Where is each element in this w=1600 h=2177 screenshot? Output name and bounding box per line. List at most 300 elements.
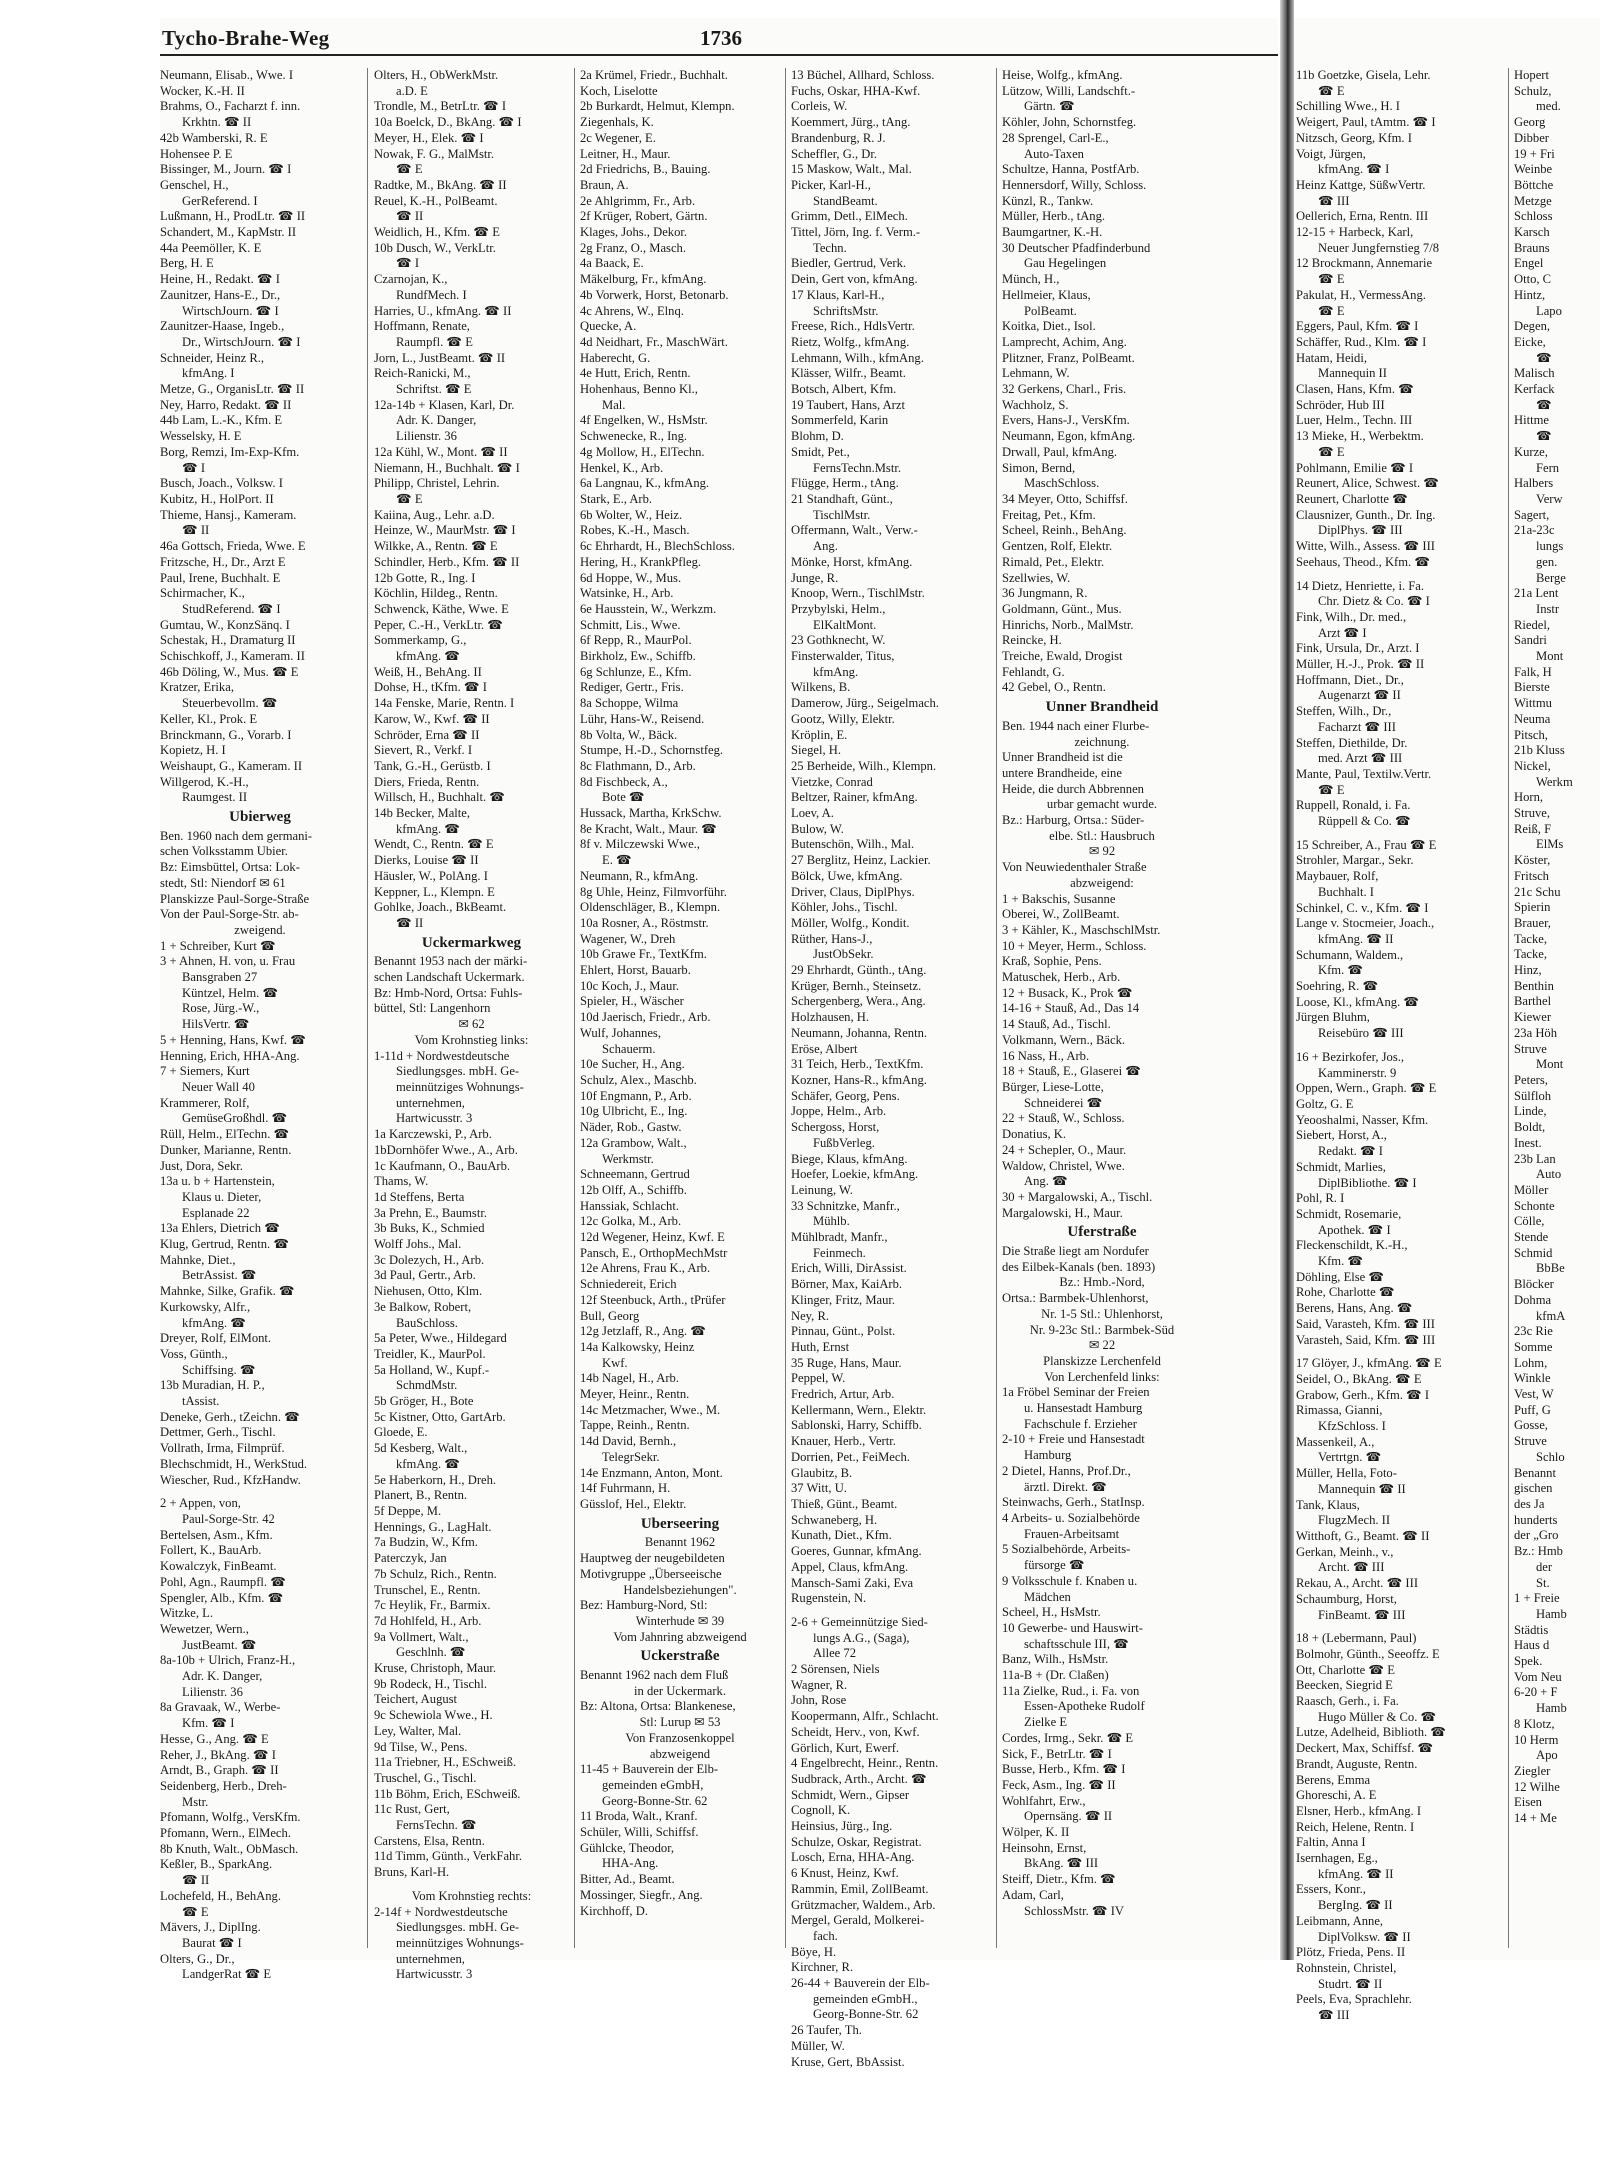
directory-page-left [160,18,1278,2069]
street-heading: Uckerstraße [640,1648,720,1665]
street-heading: Uberseering [640,1515,720,1532]
directory-entry: Kruse, Christoph, Maur. [374,1661,497,1676]
directory-entry: Plötz, Frieda, Pens. II [1296,1945,1406,1960]
directory-entry: Keller, Kl., Prok. E [160,711,258,726]
directory-entry: Junge, R. [791,570,839,585]
directory-entry: Grabow, Gerh., Kfm. ☎ I [1296,1387,1430,1402]
directory-entry: 12 Wilhe [1514,1779,1560,1794]
directory-entry: Dein, Gert von, kfmAng. [791,272,918,287]
directory-entry: 19 Taubert, Hans, Arzt [791,397,905,412]
directory-entry: Archt. ☎ III [1318,1560,1385,1575]
directory-entry: Bez: Hamburg-Nord, Stl: [580,1598,708,1613]
directory-entry: Carstens, Elsa, Rentn. [374,1833,485,1848]
directory-entry: Bolmohr, Günth., Seeoffz. E [1296,1646,1440,1661]
directory-entry: Berens, Emma [1296,1772,1371,1787]
directory-entry: Maybauer, Rolf, [1296,869,1379,884]
directory-entry: Baumgartner, K.-H. [1002,225,1103,240]
directory-entry: Halbers [1514,476,1554,491]
directory-entry: Hinz, [1514,963,1542,978]
directory-entry: Cognoll, K. [791,1803,851,1818]
directory-entry: 30 Deutscher Pfadfinderbund [1002,240,1151,255]
directory-entry: Wittmu [1514,696,1552,711]
directory-column-4 [791,68,991,2069]
directory-entry: Flügge, Herm., tAng. [791,476,899,491]
directory-entry: Pohlmann, Emilie ☎ I [1296,460,1414,475]
directory-entry: Finsterwalder, Titus, [791,649,895,664]
directory-entry: abzweigend: [1070,875,1134,890]
directory-entry: Schischkoff, J., Kameram. II [160,649,305,664]
directory-entry: 12e Ahrens, Frau K., Arb. [580,1261,711,1276]
directory-entry: 14b Becker, Malte, [374,806,471,821]
directory-entry: Raasch, Gerh., i. Fa. [1296,1694,1399,1709]
directory-entry: Auto [1536,1167,1562,1182]
directory-entry: 9c Schewiola Wwe., H. [374,1708,493,1723]
directory-entry: RundfMech. I [396,287,467,302]
directory-entry: Rietz, Wolfg., kfmAng. [791,334,910,349]
directory-entry: Pansch, E., OrthopMechMstr [580,1245,728,1260]
directory-entry: Struve [1514,1434,1547,1449]
directory-entry: ☎ E [396,491,423,506]
directory-entry: Hamburg [1024,1448,1072,1463]
directory-entry: Tank, G.-H., Gerüstb. I [374,758,491,773]
directory-entry: 10 Gewerbe- und Hauswirt- [1002,1620,1143,1635]
directory-entry: Gärtn. ☎ [1024,99,1075,114]
directory-entry: Oellerich, Erna, Rentn. III [1296,209,1429,224]
directory-entry: Ben. 1944 nach einer Flurbe- [1002,718,1150,733]
directory-entry: Geschlnh. ☎ [396,1645,466,1660]
directory-entry: ElKaltMont. [813,617,877,632]
directory-entry: BbBe [1536,1261,1565,1276]
directory-entry: Reuel, K.-H., PolBeamt. [374,193,498,208]
directory-entry: Möller [1514,1182,1549,1197]
directory-entry: Sülfloh [1514,1088,1552,1103]
directory-entry: Winterhude ✉ 39 [635,1613,725,1628]
directory-entry: Werkmstr. [602,1151,654,1166]
directory-entry: 44a Peemöller, K. E [160,240,262,255]
directory-entry: Mäkelburg, Fr., kfmAng. [580,272,707,287]
directory-entry: Evers, Hans-J., VersKfm. [1002,413,1130,428]
directory-entry: in der Uckermark. [634,1683,726,1698]
directory-entry: elbe. Stl.: Hausbruch [1049,828,1155,843]
directory-entry: 28 Sprengel, Carl-E., [1002,130,1109,145]
directory-entry: Harries, U., kfmAng. ☎ II [374,303,512,318]
directory-entry: Olters, G., Dr., [160,1951,235,1966]
directory-entry: Ott, Charlotte ☎ E [1296,1662,1395,1677]
directory-entry: FinBeamt. ☎ III [1318,1607,1406,1622]
directory-entry: Mante, Paul, Textilw.Vertr. [1296,766,1432,781]
directory-entry: 3a Prehn, E., Baumstr. [374,1205,487,1220]
directory-entry: Facharzt ☎ III [1318,719,1396,734]
directory-entry: Ruppell, Ronald, i. Fa. [1296,798,1411,813]
directory-entry: Reisebüro ☎ III [1318,1026,1404,1041]
directory-entry: Schniedereit, Erich [580,1277,677,1292]
directory-entry: HHA-Ang. [602,1856,659,1871]
directory-entry: Gentzen, Rolf, Elektr. [1002,539,1113,554]
directory-entry: Fink, Ursula, Dr., Arzt. I [1296,641,1420,656]
directory-entry: Schulze, Oskar, Registrat. [791,1834,922,1849]
directory-entry: 4c Ahrens, W., Elnq. [580,303,684,318]
directory-entry: Jorn, L., JustBeamt. ☎ II [374,350,506,365]
directory-entry: Leitner, H., Maur. [580,146,671,161]
directory-entry: Raumgest. II [182,790,248,805]
directory-entry: Bierste [1514,680,1550,695]
directory-entry: ☎ E [1318,782,1345,797]
directory-entry: Pfomann, Wern., ElMech. [160,1826,291,1841]
directory-entry: 2-10 + Freie und Hansestadt [1002,1432,1145,1447]
directory-entry: Kfm. ☎ [1318,963,1364,978]
directory-entry: Diers, Frieda, Rentn. [374,774,480,789]
directory-entry: 6a Langnau, K., kfmAng. [580,476,710,491]
directory-entry: Meyer, Heinr., Rentn. [580,1387,690,1402]
directory-entry: Nickel, [1514,758,1551,773]
directory-entry: Kopietz, H. I [160,743,226,758]
directory-entry: StandBeamt. [813,193,878,208]
directory-entry: SchmdMstr. [396,1378,458,1393]
directory-entry: unternehmen, [396,1951,465,1966]
directory-entry: 14e Enzmann, Anton, Mont. [580,1465,723,1480]
directory-entry: 13a u. b + Hartenstein, [160,1174,275,1189]
directory-entry: Wulf, Johannes, [580,1025,661,1040]
directory-entry: Degen, [1514,319,1551,334]
directory-entry: hunderts [1514,1512,1558,1527]
directory-entry: 10a Rosner, A., Röstmstr. [580,915,709,930]
directory-entry: 10g Ulbricht, E., Ing. [580,1104,688,1119]
directory-entry: St. [1536,1575,1550,1590]
street-heading: Ubierweg [229,809,291,826]
street-heading: Unner Brandheid [1045,699,1159,716]
directory-entry: Ang. ☎ [1024,1174,1068,1189]
directory-entry: Gerkan, Meinh., v., [1296,1544,1394,1559]
directory-entry: Siebert, Horst, A., [1296,1128,1387,1143]
directory-entry: Spengler, Alb., Kfm. ☎ [160,1590,284,1605]
directory-entry: Schandert, M., KapMstr. II [160,225,297,240]
directory-entry: Brauer, [1514,915,1551,930]
directory-entry: Paterczyk, Jan [374,1551,447,1566]
directory-entry: Müller, Hella, Foto- [1296,1466,1397,1481]
directory-entry: John, Rose [791,1693,847,1708]
directory-entry: Sommerkamp, G., [374,633,467,648]
directory-entry: gischen [1514,1481,1553,1496]
directory-entry: Schneider, Heinz R., [160,350,265,365]
directory-entry: Unner Brandheid ist die [1002,750,1123,765]
directory-entry: Elsner, Herb., kfmAng. I [1296,1803,1422,1818]
directory-entry: Küntzel, Helm. ☎ [182,985,279,1000]
directory-entry: Linde, [1514,1104,1547,1119]
directory-entry: 23c Rie [1514,1324,1553,1339]
directory-entry: Dorrien, Pet., FeiMech. [791,1449,910,1464]
directory-entry: 8c Flathmann, D., Arb. [580,758,696,773]
directory-entry: 10f Engmann, P., Arb. [580,1088,692,1103]
directory-entry: 11a-B + (Dr. Claßen) [1002,1668,1109,1683]
directory-entry: 2d Friedrichs, B., Bauing. [580,162,711,177]
directory-entry: Peper, C.-H., VerkLtr. ☎ [374,617,503,632]
directory-entry: Pinnau, Günt., Polst. [791,1324,896,1339]
directory-entry: Chr. Dietz & Co. ☎ I [1318,594,1430,609]
directory-entry: 14c Metzmacher, Wwe., M. [580,1402,721,1417]
directory-entry: 19 + Fri [1514,146,1555,161]
column-divider [367,68,368,1948]
directory-entry: Schauerm. [602,1041,656,1056]
directory-entry: Koopermann, Alfr., Schlacht. [791,1709,939,1724]
directory-entry: Adr. K. Danger, [182,1669,263,1684]
directory-entry: Erich, Willi, DirAssist. [791,1261,907,1276]
directory-entry: Georg [1514,115,1546,130]
directory-entry: Pohl, Agn., Raumpfl. ☎ [160,1574,286,1589]
directory-entry: Schlo [1536,1449,1565,1464]
directory-entry: 1c Kaufmann, O., BauArb. [374,1158,511,1173]
directory-entry: Deneke, Gerh., tZeichn. ☎ [160,1409,300,1424]
directory-entry: Watsinke, H., Arb. [580,586,674,601]
directory-entry: Deckert, Max, Schiffsf. ☎ [1296,1741,1434,1756]
directory-entry: Wohlfahrt, Erw., [1002,1793,1086,1808]
directory-entry: Neuer Wall 40 [182,1080,255,1094]
directory-entry: Falk, H [1514,664,1552,679]
directory-entry: Mergel, Gerald, Molkerei- [791,1913,925,1928]
directory-entry: Wölper, K. II [1002,1825,1070,1840]
directory-entry: Biege, Klaus, kfmAng. [791,1151,908,1166]
directory-entry: 36 Jungmann, R. [1002,586,1088,601]
directory-entry: Schäfer, Georg, Pens. [791,1088,900,1103]
directory-entry: Corleis, W. [791,99,848,114]
directory-entry: Hoffmann, Renate, [374,319,470,334]
directory-entry: Metzge [1514,193,1552,208]
directory-entry: Schmidt, Marlies, [1296,1159,1386,1174]
directory-entry: Mont [1536,1057,1564,1072]
directory-entry: Grimm, Detl., ElMech. [791,209,908,224]
directory-entry: Lehmann, Wilh., kfmAng. [791,350,924,365]
directory-entry: Kozner, Hans-R., kfmAng. [791,1073,927,1087]
directory-entry: fürsorge ☎ [1024,1558,1085,1573]
directory-entry: 12 Brockmann, Annemarie [1296,256,1433,271]
directory-entry: 14-16 + Stauß, Ad., Das 14 [1002,1001,1140,1016]
directory-page-right [1294,18,1600,2023]
directory-entry: 4 Engelbrecht, Heinr., Rentn. [791,1756,939,1771]
directory-entry: Dettmer, Gerh., Tischl. [160,1425,276,1440]
directory-entry: Koitka, Diet., Isol. [1002,319,1096,334]
directory-entry: Loev, A. [791,806,834,821]
directory-entry: 14 Dietz, Henriette, i. Fa. [1296,578,1424,593]
directory-entry: 23b Lan [1514,1151,1556,1166]
directory-entry: ✉ 92 [1088,844,1116,859]
directory-entry: kfmAng. ☎ [396,1456,460,1471]
directory-entry: Bote ☎ [602,790,645,805]
directory-entry: lungs A.G., (Saga), [813,1630,910,1645]
directory-entry: Schüler, Willi, Schiffsf. [580,1825,699,1840]
directory-entry: HilsVertr. ☎ [182,1017,250,1032]
directory-entry: Hittme [1514,413,1549,428]
directory-entry: Sagert, [1514,507,1550,522]
directory-entry: Klässer, Wilfr., Beamt. [791,366,906,381]
directory-entry: Verw [1536,491,1563,506]
directory-entry: 18 + Stauß, E., Glaserei ☎ [1002,1064,1141,1079]
directory-entry: Zaunitzer, Hans-E., Dr., [160,287,281,302]
directory-entry: Mävers, J., DiplIng. [160,1920,261,1935]
directory-entry: Fink, Wilh., Dr. med., [1296,609,1407,624]
directory-entry: Brahms, O., Facharzt f. inn. [160,99,301,114]
directory-entry: Krammerer, Rolf, [160,1095,250,1110]
directory-entry: Opernsäng. ☎ II [1024,1809,1113,1824]
directory-entry: Mannequin ☎ II [1318,1481,1406,1496]
directory-entry: Oberei, W., ZollBeamt. [1002,907,1120,922]
directory-entry: Essers, Konr., [1296,1882,1366,1897]
directory-entry: Instr [1536,601,1560,616]
directory-entry: Truschel, G., Tischl. [374,1770,477,1785]
directory-entry: Redakt. ☎ I [1318,1144,1383,1159]
directory-entry: Hamb [1536,1606,1567,1621]
directory-entry: Heinsohn, Ernst, [1002,1840,1087,1855]
directory-entry: kfmAng. ☎ II [1318,931,1394,946]
directory-entry: Gau Hegelingen [1024,256,1107,271]
directory-column-7-cut [1514,68,1600,1948]
directory-entry: Sommerfeld, Karin [791,413,889,428]
directory-entry: Scheel, H., HsMstr. [1002,1605,1101,1620]
directory-entry: Joppe, Helm., Arb. [791,1104,887,1119]
directory-entry: Studrt. ☎ II [1318,1976,1383,1991]
directory-entry: Appel, Claus, kfmAng. [791,1559,909,1574]
directory-entry: Steffen, Wilh., Dr., [1296,704,1392,719]
directory-entry: 1a Fröbel Seminar der Freien [1002,1385,1150,1400]
directory-entry: zweigend. [234,922,286,937]
directory-entry: 2-6 + Gemeinnützige Sied- [791,1614,928,1629]
directory-entry: 23a Höh [1514,1025,1558,1040]
directory-entry: Mansch-Sami Zaki, Eva [791,1575,914,1590]
directory-entry: Kamminerstr. 9 [1318,1065,1397,1080]
directory-entry: Witzke, L. [160,1606,213,1621]
directory-entry: Sablonski, Harry, Schiffb. [791,1418,922,1433]
directory-entry: 46b Döling, W., Mus. ☎ E [160,664,299,679]
directory-entry: Haus d [1514,1638,1550,1653]
directory-entry: Nr. 9-23c Stl.: Barmbek-Süd [1029,1322,1175,1337]
directory-entry: 2f Krüger, Robert, Gärtn. [580,209,708,224]
directory-entry: Weigert, Paul, tAmtm. ☎ I [1296,115,1436,130]
directory-entry: 26-44 + Bauverein der Elb- [791,1976,930,1991]
block-spacer [1296,1042,1501,1050]
directory-entry: 9 Volksschule f. Knaben u. [1002,1573,1138,1588]
directory-entry: Radtke, M., BkAng. ☎ II [374,177,507,192]
directory-entry: Görlich, Kurt, Ewerf. [791,1740,900,1755]
directory-entry: Lehmann, W. [1002,366,1070,381]
directory-entry: Die Straße liegt am Nordufer [1002,1244,1149,1259]
directory-entry: BkAng. ☎ III [1024,1856,1099,1871]
directory-entry: Vertrtgn. ☎ [1318,1450,1382,1465]
directory-entry: 7 + Siemers, Kurt [160,1064,250,1079]
directory-entry: Wiescher, Rud., KfzHandw. [160,1472,301,1487]
directory-entry: Ney, Harro, Redakt. ☎ II [160,397,292,412]
directory-entry: Cordes, Irmg., Sekr. ☎ E [1002,1730,1134,1745]
page-number: 1736 [700,26,742,50]
directory-entry: meinnütziges Wohnungs- [396,1080,524,1094]
directory-entry: Ortsa.: Barmbek-Uhlenhorst, [1002,1291,1149,1306]
directory-entry: Klug, Gertrud, Rentn. ☎ [160,1237,290,1252]
directory-entry: Kerfack [1514,382,1555,397]
directory-entry: Isernhagen, Eg., [1296,1851,1378,1866]
directory-entry: urbar gemacht wurde. [1046,797,1158,812]
directory-entry: Arzt ☎ I [1318,625,1367,640]
directory-entry: Mühlbradt, Manfr., [791,1230,888,1245]
directory-entry: kfmAng. I [182,366,235,381]
directory-entry: 1a Karczewski, P., Arb. [374,1127,492,1142]
directory-column-6 [1296,68,1501,2023]
block-spacer [1296,830,1501,838]
directory-entry: DiplVolksw. ☎ II [1318,1929,1411,1944]
directory-entry: Blechschmidt, H., WerkStud. [160,1456,308,1471]
directory-entry: Losch, Erna, HHA-Ang. [791,1850,915,1865]
directory-entry: Spek. [1514,1654,1543,1669]
directory-entry: Steiff, Dietr., Kfm. ☎ [1002,1872,1116,1887]
directory-entry: Rugenstein, N. [791,1591,867,1606]
directory-entry: Georg-Bonne-Str. 62 [813,2007,919,2022]
directory-entry: 16 Nass, H., Arb. [1002,1048,1090,1063]
directory-entry: Mahnke, Silke, Grafik. ☎ [160,1284,295,1299]
directory-entry: abzweigend [649,1746,711,1761]
directory-entry: kfmAng. ☎ [182,1315,246,1330]
directory-entry: Ney, R. [791,1308,830,1323]
directory-entry: Gumtau, W., KonzSänq. I [160,617,290,632]
directory-entry: Schmidt, Rosemarie, [1296,1206,1402,1221]
directory-entry: 6c Ehrhardt, H., BlechSchloss. [580,539,735,554]
directory-entry: Bölck, Uwe, kfmAng. [791,868,903,883]
directory-entry: ☎ E [1318,272,1345,287]
directory-entry: Pakulat, H., VermessAng. [1296,287,1426,302]
directory-entry: büttel, Stl: Langenhorn [374,1001,491,1016]
directory-entry: Goeres, Gunnar, kfmAng. [791,1544,922,1559]
directory-entry: Thieme, Hansj., Kameram. [160,507,297,522]
directory-entry: 8a-10b + Ulrich, Franz-H., [160,1653,296,1668]
directory-entry: 10 + Meyer, Herm., Schloss. [1002,938,1147,953]
directory-entry: ☎ I [182,460,206,475]
directory-entry: Adr. K. Danger, [396,413,477,428]
directory-entry: TischlMstr. [813,507,871,522]
directory-entry: Siedlungsges. mbH. Ge- [396,1064,520,1079]
directory-entry: Cölle, [1514,1214,1545,1229]
directory-entry: Just, Dora, Sekr. [160,1158,243,1173]
directory-entry: Steuerbevollm. ☎ [182,696,278,711]
directory-entry: Bulow, W. [791,821,844,836]
directory-column-5 [1002,68,1202,1948]
directory-entry: lungs [1536,539,1564,554]
directory-entry: 3 + Ahnen, H. von, u. Frau [160,954,296,969]
directory-entry: Kirchner, R. [791,1960,854,1975]
directory-entry: 5a Holland, W., Kupf.- [374,1362,490,1377]
directory-entry: 1bDornhöfer Wwe., A., Arb. [374,1142,518,1157]
directory-entry: Benannt 1962 nach dem Fluß [580,1668,729,1683]
directory-entry: Eisen [1514,1795,1542,1810]
directory-entry: Hartwicusstr. 3 [396,1111,473,1126]
directory-entry: ☎ [1536,397,1552,412]
directory-entry: 13a Ehlers, Dietrich ☎ [160,1221,280,1236]
directory-entry: Dierks, Louise ☎ II [374,853,479,868]
directory-entry: kfmA [1536,1308,1566,1323]
directory-entry: Müller, H.-J., Prok. ☎ II [1296,657,1425,672]
directory-entry: Inest. [1514,1135,1542,1150]
directory-entry: Genschel, H., [160,177,229,192]
directory-entry: Bitter, Ad., Beamt. [580,1872,675,1887]
directory-entry: Henkel, K., Arb. [580,460,664,475]
directory-entry: Kirchhoff, D. [580,1903,648,1918]
directory-entry: gen. [1536,554,1558,569]
directory-entry: zeichnung. [1074,734,1130,749]
directory-entry: Mannequin II [1318,366,1387,381]
directory-entry: Teichert, August [374,1692,458,1707]
directory-entry: Thams, W. [374,1174,429,1189]
directory-entry: Stende [1514,1230,1549,1245]
directory-entry: Hartwicusstr. 3 [396,1967,473,1982]
directory-entry: 6-20 + F [1514,1685,1558,1700]
directory-entry: Hesse, G., Ang. ☎ E [160,1731,269,1746]
directory-entry: Bruns, Karl-H. [374,1865,450,1880]
directory-entry: ✉ 62 [458,1017,485,1032]
directory-entry: Wewetzer, Wern., [160,1621,249,1636]
